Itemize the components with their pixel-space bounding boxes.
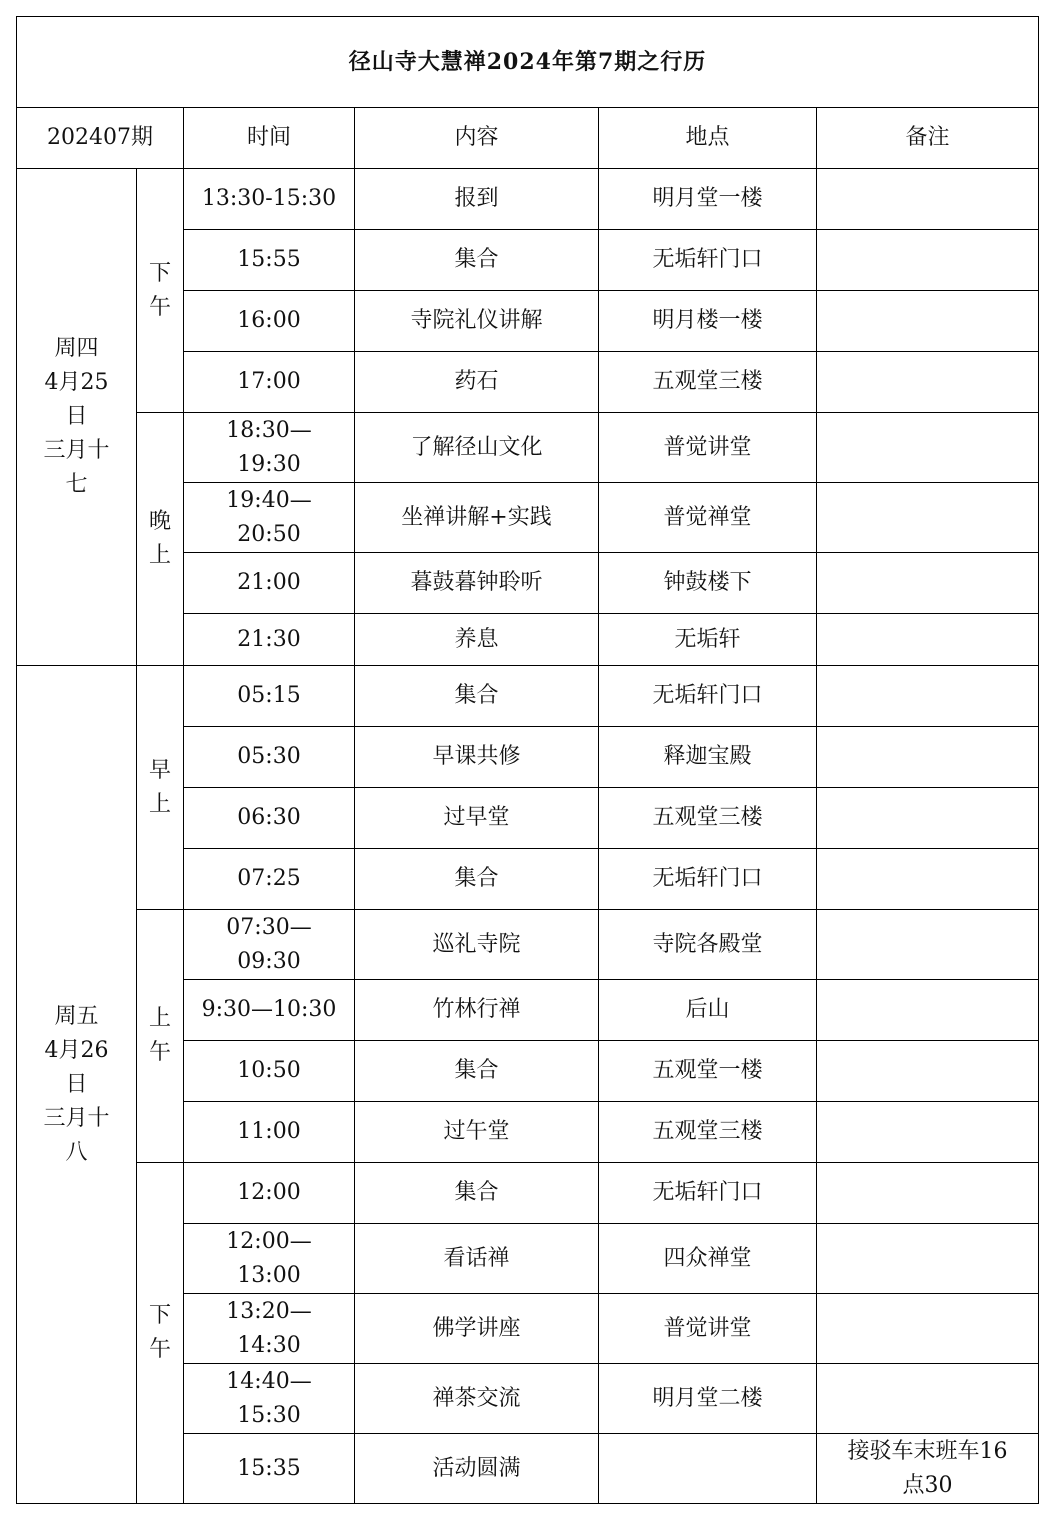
content-cell: 集合: [355, 1163, 599, 1224]
location-cell: 明月楼一楼: [599, 291, 817, 352]
period-cell: 晚 上: [137, 413, 184, 666]
content-cell: 巡礼寺院: [355, 910, 599, 980]
time-cell: 9:30—10:30: [184, 980, 355, 1041]
period-cell: 下 午: [137, 1163, 184, 1504]
time-cell: 14:40— 15:30: [184, 1364, 355, 1434]
content-cell: 早课共修: [355, 727, 599, 788]
location-cell: 寺院各殿堂: [599, 910, 817, 980]
location-cell: 无垢轩门口: [599, 849, 817, 910]
note-cell: [817, 980, 1039, 1041]
note-cell: 接驳车末班车16 点30: [817, 1434, 1039, 1504]
note-cell: [817, 1364, 1039, 1434]
note-cell: [817, 614, 1039, 666]
location-cell: 明月堂一楼: [599, 169, 817, 230]
content-cell: 坐禅讲解+实践: [355, 483, 599, 553]
note-cell: [817, 413, 1039, 483]
header-time: 时间: [184, 108, 355, 169]
content-cell: 禅茶交流: [355, 1364, 599, 1434]
page-title: 径山寺大慧禅2024年第7期之行历: [17, 17, 1039, 108]
content-cell: 药石: [355, 352, 599, 413]
content-cell: 养息: [355, 614, 599, 666]
location-cell: 四众禅堂: [599, 1224, 817, 1294]
location-cell: 五观堂三楼: [599, 352, 817, 413]
time-cell: 12:00: [184, 1163, 355, 1224]
header-content: 内容: [355, 108, 599, 169]
content-cell: 了解径山文化: [355, 413, 599, 483]
schedule-table: [16, 16, 1039, 1504]
note-cell: [817, 352, 1039, 413]
note-cell: [817, 1163, 1039, 1224]
content-cell: 集合: [355, 1041, 599, 1102]
time-cell: 16:00: [184, 291, 355, 352]
location-cell: 无垢轩门口: [599, 230, 817, 291]
time-cell: 07:25: [184, 849, 355, 910]
location-cell: 明月堂二楼: [599, 1364, 817, 1434]
note-cell: [817, 553, 1039, 614]
time-cell: 21:00: [184, 553, 355, 614]
location-cell: 普觉禅堂: [599, 483, 817, 553]
note-cell: [817, 1041, 1039, 1102]
location-cell: 释迦宝殿: [599, 727, 817, 788]
note-cell: [817, 788, 1039, 849]
time-cell: 17:00: [184, 352, 355, 413]
note-cell: [817, 666, 1039, 727]
note-cell: [817, 849, 1039, 910]
time-cell: 15:35: [184, 1434, 355, 1504]
note-cell: [817, 1102, 1039, 1163]
location-cell: [599, 1434, 817, 1504]
content-cell: 集合: [355, 666, 599, 727]
location-cell: 无垢轩门口: [599, 666, 817, 727]
location-cell: 无垢轩门口: [599, 1163, 817, 1224]
location-cell: 五观堂三楼: [599, 788, 817, 849]
time-cell: 10:50: [184, 1041, 355, 1102]
time-cell: 13:20— 14:30: [184, 1294, 355, 1364]
table-row: [17, 666, 1039, 727]
content-cell: 集合: [355, 230, 599, 291]
time-cell: 13:30-15:30: [184, 169, 355, 230]
time-cell: 15:55: [184, 230, 355, 291]
day-cell: 周五 4月26 日 三月十 八: [17, 666, 137, 1504]
location-cell: 后山: [599, 980, 817, 1041]
day-cell: 周四 4月25 日 三月十 七: [17, 169, 137, 666]
note-cell: [817, 169, 1039, 230]
time-cell: 12:00— 13:00: [184, 1224, 355, 1294]
content-cell: 寺院礼仪讲解: [355, 291, 599, 352]
note-cell: [817, 727, 1039, 788]
time-cell: 05:30: [184, 727, 355, 788]
note-cell: [817, 1224, 1039, 1294]
note-cell: [817, 291, 1039, 352]
location-cell: 无垢轩: [599, 614, 817, 666]
note-cell: [817, 910, 1039, 980]
content-cell: 佛学讲座: [355, 1294, 599, 1364]
table-row: [17, 169, 1039, 230]
content-cell: 过午堂: [355, 1102, 599, 1163]
location-cell: 钟鼓楼下: [599, 553, 817, 614]
location-cell: 五观堂三楼: [599, 1102, 817, 1163]
location-cell: 五观堂一楼: [599, 1041, 817, 1102]
content-cell: 竹林行禅: [355, 980, 599, 1041]
content-cell: 看话禅: [355, 1224, 599, 1294]
content-cell: 集合: [355, 849, 599, 910]
time-cell: 06:30: [184, 788, 355, 849]
location-cell: 普觉讲堂: [599, 1294, 817, 1364]
period-cell: 上 午: [137, 910, 184, 1163]
time-cell: 18:30— 19:30: [184, 413, 355, 483]
content-cell: 暮鼓暮钟聆听: [355, 553, 599, 614]
header-note: 备注: [817, 108, 1039, 169]
period-cell: 下 午: [137, 169, 184, 413]
table-row: [17, 1163, 1039, 1224]
content-cell: 报到: [355, 169, 599, 230]
table-row: [17, 413, 1039, 483]
header-period: 202407期: [17, 108, 184, 169]
time-cell: 07:30— 09:30: [184, 910, 355, 980]
table-row: [17, 910, 1039, 980]
period-cell: 早 上: [137, 666, 184, 910]
time-cell: 19:40— 20:50: [184, 483, 355, 553]
note-cell: [817, 483, 1039, 553]
location-cell: 普觉讲堂: [599, 413, 817, 483]
content-cell: 过早堂: [355, 788, 599, 849]
time-cell: 21:30: [184, 614, 355, 666]
time-cell: 11:00: [184, 1102, 355, 1163]
note-cell: [817, 1294, 1039, 1364]
content-cell: 活动圆满: [355, 1434, 599, 1504]
header-location: 地点: [599, 108, 817, 169]
note-cell: [817, 230, 1039, 291]
time-cell: 05:15: [184, 666, 355, 727]
